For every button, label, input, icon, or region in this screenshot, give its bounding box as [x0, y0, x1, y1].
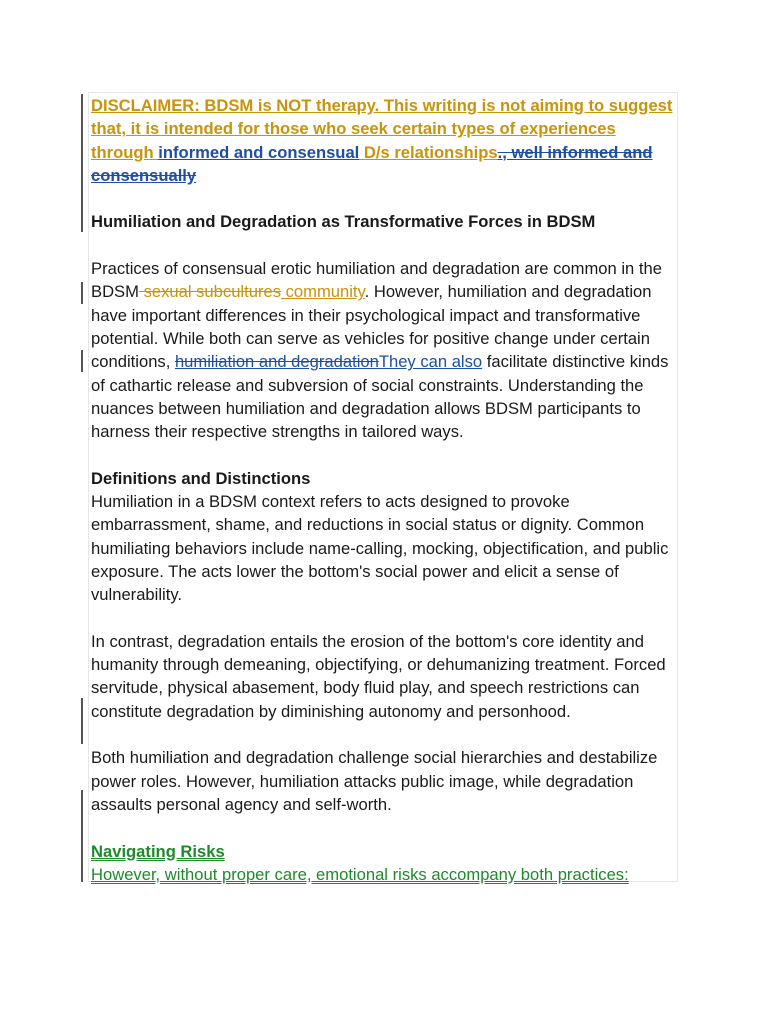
- risks-intro-line: However, without proper care, emotional risks accompany both practices:: [91, 864, 629, 884]
- disclaimer-deleted-text: ., well informed and consensually: [91, 142, 653, 185]
- definitions-paragraph-2: In contrast, degradation entails the erosion of the bottom's core identity and humanity through demeaning, objectifying, or dehumanizing treatment. Forced servitude, physical abasement, body fluid play, and speech restrictions can constitute degradation by diminishing autonomy and personhood.: [91, 631, 666, 721]
- deleted-text: humiliation and degradation: [174, 352, 379, 372]
- disclaimer-inserted-text: informed and consensual: [158, 142, 360, 162]
- change-bar: [81, 790, 83, 882]
- document-title: Humiliation and Degradation as Transformative Forces in BDSM: [91, 212, 596, 232]
- section-heading-definitions: Definitions and Distinctions: [91, 468, 311, 488]
- document-body: [91, 94, 677, 886]
- change-bar: [81, 698, 83, 744]
- inserted-text: community: [281, 282, 365, 302]
- section-heading-risks: Navigating Risks: [91, 841, 225, 861]
- deleted-text: sexual subcultures: [138, 282, 281, 302]
- disclaimer-text-relationships: D/s relationships: [359, 142, 498, 162]
- intro-paragraph: [91, 257, 677, 443]
- intro-text: . However, humiliation and degradation have important differences in their psychological impact and transformative potential. While both can serve as vehicles for positive change under certain conditions,: [91, 282, 652, 372]
- definitions-paragraph-1: Humiliation in a BDSM context refers to acts designed to provoke embarrassment, shame, and reductions in social status or dignity. Common humiliating behaviors include name-calling, mocking, objectification, and public exposure. The acts lower the bottom's social power and elicit a sense of vulnerability.: [91, 492, 669, 605]
- disclaimer-paragraph: [91, 94, 677, 187]
- intro-text: Practices of consensual erotic humiliation and degradation are common in the BDSM: [91, 259, 662, 302]
- change-bar: [81, 94, 83, 232]
- intro-text: facilitate distinctive kinds of cathartic release and subversion of social constraints. Understanding the nuances between humiliation and degradation allows BDSM participants to harness their respective strengths in tailored ways.: [91, 352, 669, 442]
- definitions-paragraph-3: Both humiliation and degradation challenge social hierarchies and destabilize power roles. However, humiliation attacks public image, while degradation assaults personal agency and self-worth.: [91, 748, 658, 814]
- change-bar: [81, 350, 83, 372]
- inserted-text: They can also: [378, 352, 483, 372]
- disclaimer-text: DISCLAIMER: BDSM is NOT therapy. This writing is not aiming to suggest that, it is intended for those who seek certain types of experiences through: [91, 96, 673, 162]
- change-bar: [81, 282, 83, 304]
